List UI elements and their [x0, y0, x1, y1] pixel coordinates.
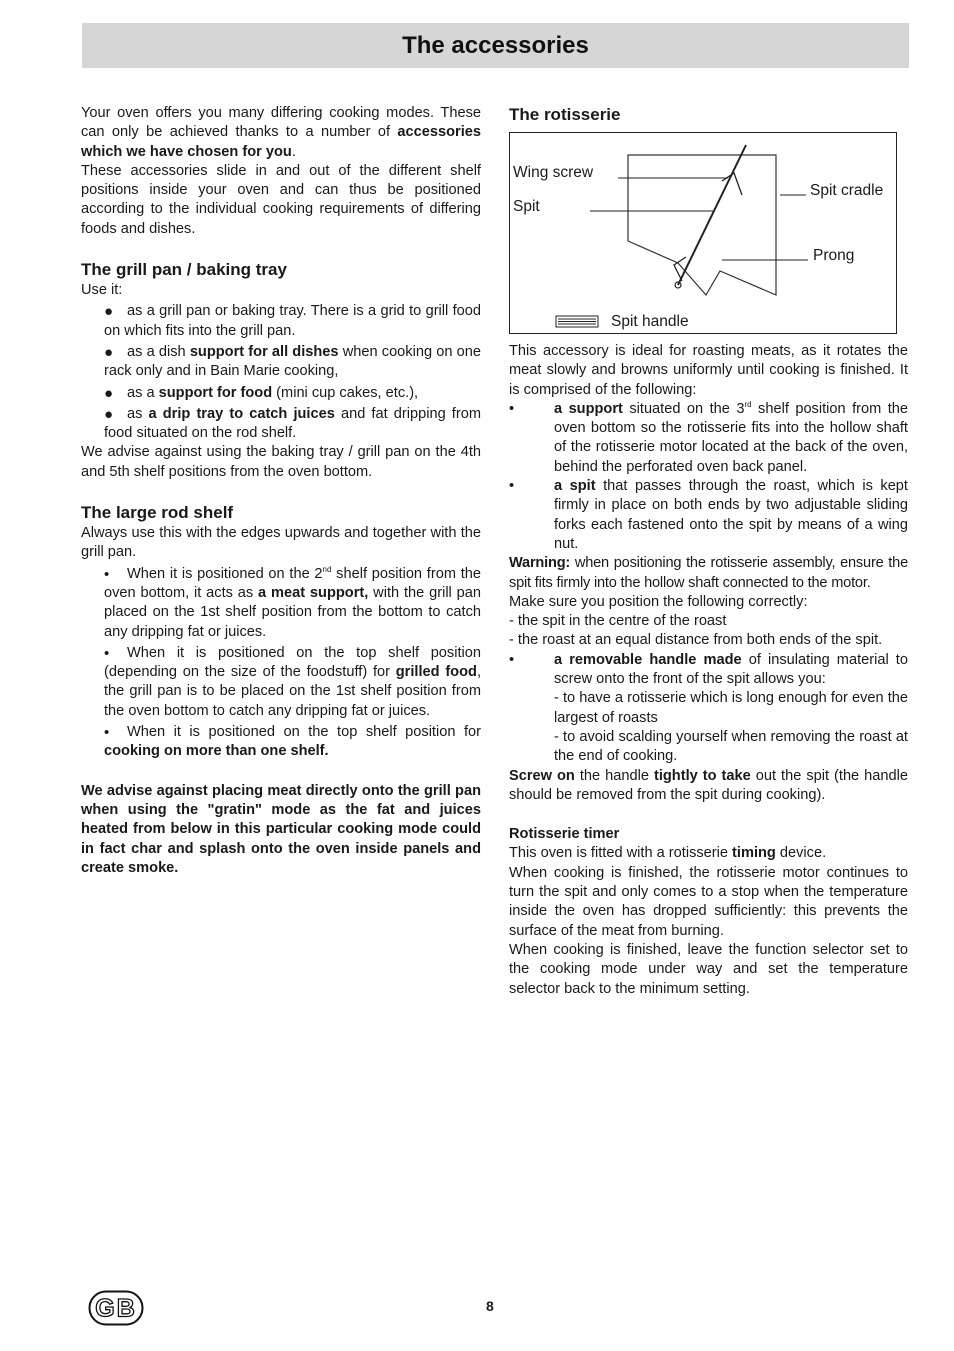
bullet-icon: ●	[104, 303, 114, 321]
bullet-icon: •	[104, 724, 110, 742]
rotisserie-list	[509, 400, 908, 554]
gratin-warning: We advise against placing meat directly onto the grill pan when using the "gratin" mode as the fat and juices heated from below in this particular cooking mode could in fact char and splash onto the oven inside panels and create smoke.	[81, 782, 481, 876]
timer-text-3: When cooking is finished, leave the function selector set to the cooking mode under way and set the temperature selector back to the minimum setting.	[509, 941, 908, 997]
page-title: The accessories	[402, 31, 589, 59]
list-item: • a removable handle made of insulating material to screw onto the front of the spit allows you: - to have a rotisserie which is long enough for even the largest of roasts - to avoid scalding yourself when removing the roast at the end of cooking.	[509, 651, 908, 765]
timer-heading: Rotisserie timer	[509, 826, 620, 843]
rotisserie-warning: Warning: when positioning the rotisserie assembly, ensure the spit fits firmly into the hollow shaft connected to the motor.	[509, 555, 908, 591]
label-spit-handle: Spit handle	[611, 313, 689, 330]
list-item: ● as a dish support for all dishes when cooking on one rack only and in Bain Marie cooking,	[104, 343, 481, 380]
list-item: • When it is positioned on the top shelf position (depending on the size of the foodstuff) for grilled food, the grill pan is to be placed on the 1st shelf position from the oven bottom to catch any dripping fat or juices.	[104, 644, 481, 719]
right-column	[509, 104, 908, 999]
dash-item: - the roast at an equal distance from both ends of the spit.	[509, 632, 883, 649]
dash-item: - the spit in the centre of the roast	[509, 613, 727, 630]
list-item: • a spit that passes through the roast, which is kept firmly in place on both ends by two adjustable sliding forks each fastened onto the spit by means of a wing nut.	[509, 478, 908, 552]
list-item: ● as a support for food (mini cup cakes, etc.),	[104, 384, 419, 402]
bullet-icon: •	[509, 651, 515, 668]
timer-text-1: This oven is fitted with a rotisserie timing device.	[509, 845, 827, 862]
list-item: ● as a drip tray to catch juices and fat dripping from food situated on the rod shelf.	[104, 405, 481, 442]
bullet-icon: •	[509, 400, 515, 417]
label-spit-cradle: Spit cradle	[810, 182, 884, 199]
list-item: • When it is positioned on the 2nd shelf position from the oven bottom, it acts as a meat support, with the grill pan placed on the 1st shelf position from the bottom to catch any dripping fat or juices.	[104, 564, 481, 640]
page-number: 8	[486, 1298, 494, 1314]
bullet-icon: ●	[104, 384, 114, 402]
list-item: • a support situated on the 3rd shelf position from the oven bottom so the rotisserie fits into the hollow shaft of the rotisserie motor located at the back of the oven, behind the perforated oven back panel.	[509, 400, 909, 475]
title-bar	[82, 23, 909, 68]
list-item: • When it is positioned on the top shelf position for cooking on more than one shelf.	[104, 724, 481, 760]
left-column	[81, 104, 481, 878]
handle-list	[509, 651, 908, 767]
svg-text:GB: GB	[95, 1294, 137, 1323]
rotisserie-intro: This accessory is ideal for roasting meats, as it rotates the meat slowly and browns uniformly until cooking is finished. It is comprised of the following:	[509, 343, 908, 398]
rod-shelf-heading: The large rod shelf	[81, 503, 234, 523]
use-it-label: Use it:	[81, 282, 123, 299]
intro-paragraph-2: These accessories slide in and out of the different shelf positions inside your oven and can thus be positioned according to the individual cooking requirements of differing foods and dishes.	[81, 162, 481, 237]
label-prong: Prong	[813, 247, 855, 264]
grill-advice: We advise against using the baking tray / grill pan on the 4th and 5th shelf positions from the oven bottom.	[81, 444, 481, 480]
rotisserie-diagram	[509, 132, 897, 334]
label-spit: Spit	[513, 198, 540, 215]
bullet-icon: •	[104, 644, 110, 662]
bullet-icon: •	[509, 478, 515, 495]
intro-paragraph: Your oven offers you many differing cooking modes. These can only be achieved thanks to a number of accessories which we have chosen for you.	[81, 105, 481, 160]
rotisserie-drawing	[510, 133, 896, 333]
screw-on-text: Screw on the handle tightly to take out the spit (the handle should be removed from the spit during cooking).	[509, 767, 909, 803]
rod-shelf-intro: Always use this with the edges upwards and together with the grill pan.	[81, 525, 481, 561]
timer-text-2: When cooking is finished, the rotisserie motor continues to turn the spit and only comes to a stop when the temperature inside the oven has dropped sufficiently: this prevents the surface of the meat from burning.	[509, 864, 908, 939]
bullet-icon: ●	[104, 343, 114, 361]
rod-shelf-list	[81, 565, 481, 762]
gb-country-logo	[88, 1290, 144, 1326]
bullet-icon: ●	[104, 405, 114, 423]
list-item: ● as a grill pan or baking tray. There is a grid to grill food on which fits into the grill pan.	[104, 303, 481, 339]
grill-pan-list	[81, 302, 481, 443]
label-wing-screw: Wing screw	[513, 164, 594, 181]
rotisserie-heading: The rotisserie	[509, 105, 621, 124]
grill-pan-heading: The grill pan / baking tray	[81, 260, 287, 280]
bullet-icon: •	[104, 565, 110, 583]
make-sure-text: Make sure you position the following correctly:	[509, 593, 808, 610]
